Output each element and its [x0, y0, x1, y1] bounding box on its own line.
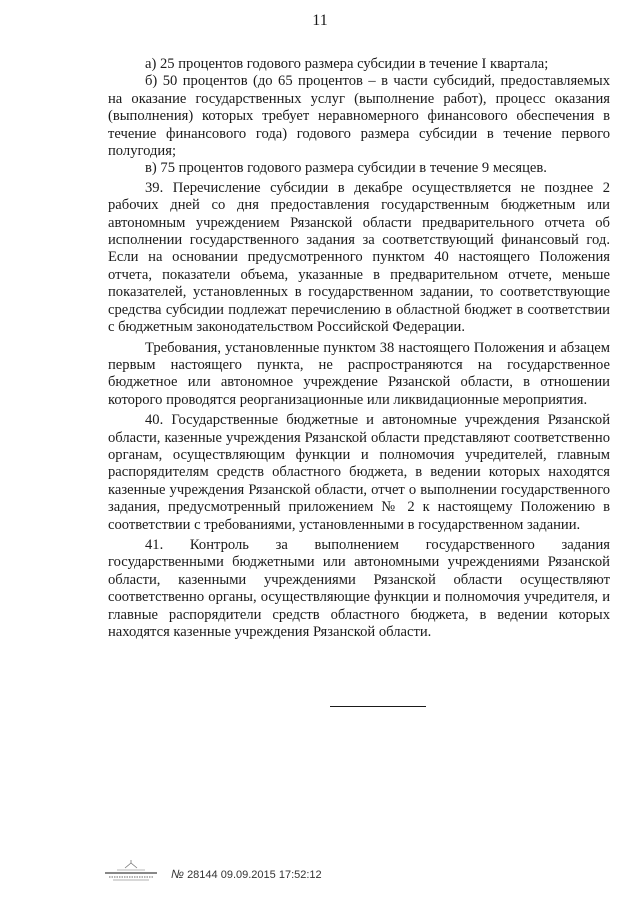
list-item-b: б) 50 процентов (до 65 процентов – в части субсидий, предоставляемых на оказание государственных услуг (выполнение работ), процесс оказания (выполнения) которых требует неравномерного финансового обеспечения в течение финансового года) годового размера субсидии в течение первого полугодия; — [108, 73, 610, 160]
list-item-c: в) 75 процентов годового размера субсидии в течение 9 месяцев. — [145, 160, 547, 177]
paragraph-40: 40. Государственные бюджетные и автономные учреждения Рязанской области, казенные учреждения Рязанской области представляют соответственно органам, осуществляющим функции и полномочия учредителей, главным распорядителям средств областного бюджета, в ведении которых находятся казенные учреждения Рязанской области, отчет о выполнении государственного задания, предусмотренный приложением № 2 к настоящему Положению в соответствии с требованиями, установленными в государственном задании. — [108, 412, 610, 533]
registration-stamp — [171, 868, 322, 881]
registration-footer — [103, 859, 322, 881]
list-item-a: а) 25 процентов годового размера субсидии в течение I квартала; — [145, 56, 549, 72]
document-number: 28144 — [187, 869, 218, 881]
document-body — [108, 56, 610, 644]
paragraph-39: 39. Перечисление субсидии в декабре осуществляется не позднее 2 рабочих дней со дня предоставления государственным бюджетным или автономным учреждением Рязанской области предварительного отчета об исполнении государственного задания за соответствующий финансовый год. Если на основании предусмотренного пунктом 40 настоящего Положения отчета, показатели объема, указанные в предварительном отчете, меньше показателей, установленных в государственном задании, то соответствующие средства субсидии подлежат перечислению в областной бюджет в соответствии с бюджетным законодательством Российской Федерации. — [108, 179, 610, 336]
page-number: 11 — [312, 12, 328, 29]
registration-datetime: 09.09.2015 17:52:12 — [220, 869, 322, 881]
registry-emblem-icon — [103, 859, 159, 881]
number-sign: № — [171, 867, 184, 881]
end-divider — [330, 706, 426, 707]
paragraph-41: 41. Контроль за выполнением государственного задания государственными бюджетными или автономными учреждениями Рязанской области, казенными учреждениями Рязанской области осуществляют соответственно органы, осуществляющие функции и полномочия учредителя, и главные распорядители средств областного бюджета, в ведении которых находятся казенные учреждения Рязанской области. — [108, 536, 610, 640]
paragraph-39-requirements: Требования, установленные пунктом 38 настоящего Положения и абзацем первым настоящего пункта, не распространяются на государственное бюджетное или автономное учреждение Рязанской области, в отношении которого проводятся реорганизационные или ликвидационные мероприятия. — [108, 339, 610, 408]
